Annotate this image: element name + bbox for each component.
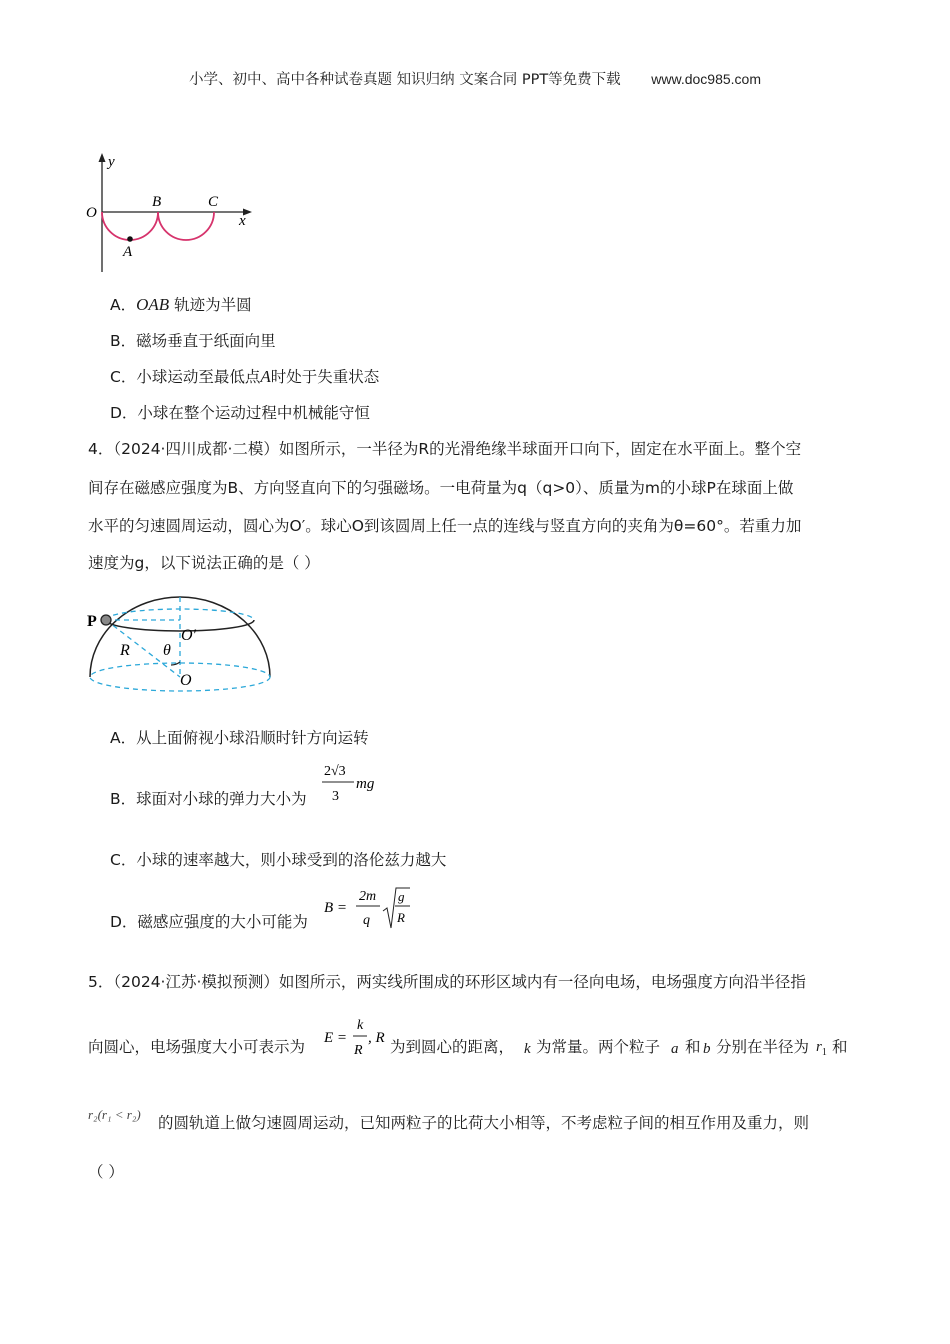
q5-r1-base: r (816, 1039, 822, 1055)
q5-r1-symbol (816, 1039, 827, 1058)
q5-line-3: 的圆轨道上做匀速圆周运动，已知两粒子的比荷大小相等，不考虑粒子间的相互作用及重力，则 (158, 1114, 810, 1132)
y-axis-label: y (108, 154, 115, 170)
origin-label: O (86, 205, 97, 221)
formula-b-denominator: 3 (332, 789, 339, 804)
q5-line-1: 5．（2024·江苏·模拟预测）如图所示，两实线所围成的环形区域内有一径向电场，电场强度方向沿半径指 (88, 973, 806, 991)
q5-particle-b: b (703, 1041, 711, 1057)
q5-line-2-part-1: 向圆心，电场强度大小可表示为 (88, 1038, 306, 1056)
q4-line-1: 4．（2024·四川成都·二模）如图所示，一半径为R的光滑绝缘半球面开口向下，固定在水平面上。整个空 (88, 440, 802, 458)
q4-line-3: 水平的匀速圆周运动，圆心为O′。球心O到该圆周上任一点的连线与竖直方向的夹角为θ=60°。若重力加 (88, 517, 802, 535)
formula-b-tail: mg (356, 776, 375, 792)
point-a-label: A (123, 244, 133, 260)
formula-d-lhs: B = (324, 900, 348, 916)
q3-option-a-text: 轨迹为半圆 (169, 296, 252, 314)
ball-p-label: P (87, 613, 97, 630)
q4-option-b-text: B．球面对小球的弹力大小为 (110, 790, 307, 808)
q3-option-a-math: OAB (136, 295, 170, 314)
o-prime-label: O′ (181, 627, 197, 644)
header-site: www.doc985.com (651, 71, 761, 87)
trajectory-arc-bc (158, 212, 214, 240)
q5-line-2-and: 和 (685, 1038, 701, 1056)
q4-line-2: 间存在磁感应强度为B、方向竖直向下的匀强磁场。一电荷量为q（q>0）、质量为m的小球P在球面上做 (88, 479, 794, 497)
q3-option-a[interactable] (110, 293, 252, 315)
q4-option-d-formula (322, 884, 414, 934)
q3-option-c-text: 时处于失重状态 (270, 368, 380, 386)
x-axis-label: x (239, 213, 246, 229)
point-b-label: B (152, 194, 162, 210)
q3-option-c-prefix: C．小球运动至最低点 (110, 368, 261, 386)
point-a-dot (127, 236, 133, 242)
q3-option-d[interactable]: D．小球在整个运动过程中机械能守恒 (110, 404, 370, 422)
formula-d-root-numerator: g (398, 889, 405, 904)
page-header (0, 68, 950, 89)
formula-b-numerator: 2√3 (324, 764, 346, 779)
q4-option-b-formula (320, 760, 390, 812)
q5-formula-e (322, 1012, 388, 1064)
q3-option-c-math: A (260, 367, 271, 386)
formula-e-denominator: R (354, 1043, 363, 1058)
o-label: O (180, 672, 192, 689)
q5-line-4: （ ） (88, 1163, 124, 1181)
q5-line-2-part-3: 为常量。两个粒子 (536, 1038, 661, 1056)
q5-line-2-part-2: 为到圆心的距离， (390, 1038, 515, 1056)
q3-option-a-prefix: A． (110, 296, 137, 314)
q5-particle-a: a (671, 1041, 679, 1057)
q4-option-d[interactable] (110, 910, 308, 932)
hemisphere-figure (84, 582, 284, 697)
q3-option-c[interactable] (110, 365, 379, 387)
q4-option-c[interactable]: C．小球的速率越大，则小球受到的洛伦兹力越大 (110, 851, 447, 869)
formula-d-numerator: 2m (359, 889, 377, 904)
q5-k-symbol: k (524, 1041, 531, 1057)
point-c-label: C (208, 194, 219, 210)
y-axis-arrow (99, 153, 106, 162)
theta-label: θ (163, 642, 171, 659)
q5-r2-condition: r₂(r₁ < r₂) (88, 1107, 141, 1122)
formula-e-lhs: E = (324, 1030, 348, 1046)
q5-r1-subscript: 1 (821, 1047, 827, 1058)
q5-line-2-and-2: 和 (832, 1038, 848, 1056)
q4-option-d-text: D．磁感应强度的大小可能为 (110, 913, 308, 931)
formula-d-root-denominator: R (397, 910, 405, 925)
q4-line-4: 速度为g，以下说法正确的是（ ） (88, 554, 320, 572)
q5-line-2-part-4: 分别在半径为 (716, 1038, 810, 1056)
header-text: 小学、初中、高中各种试卷真题 知识归纳 文案合同 PPT等免费下载 (189, 72, 621, 88)
r-label: R (120, 642, 130, 659)
q4-option-b[interactable] (110, 787, 307, 809)
formula-e-tail: , R (368, 1030, 385, 1046)
trajectory-arc-oab (102, 212, 158, 240)
ball-p (101, 615, 111, 625)
q4-option-a[interactable]: A．从上面俯视小球沿顺时针方向运转 (110, 729, 369, 747)
formula-d-denominator: q (363, 913, 370, 928)
trajectory-figure (80, 150, 270, 275)
formula-e-numerator: k (357, 1018, 364, 1033)
q3-option-b[interactable]: B．磁场垂直于纸面向里 (110, 332, 276, 350)
